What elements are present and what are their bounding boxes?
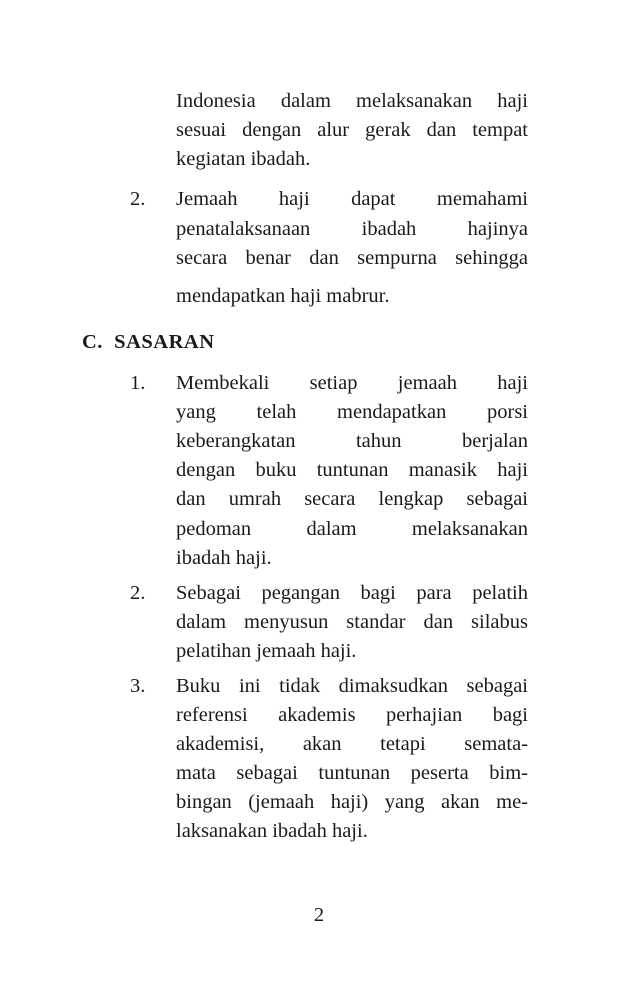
tujuan-item-2-line-4: mendapatkan haji mabrur. <box>176 285 390 307</box>
sasaran-item-2-line-3: pelatihan jemaah haji. <box>176 640 357 662</box>
section-c-heading: C. SASARAN <box>82 331 215 353</box>
sasaran-item-2-number: 2. <box>130 582 146 604</box>
sasaran-item-3-line-3: akademisi, akan tetapi semata- <box>176 733 528 755</box>
sasaran-item-3-line-4: mata sebagai tuntunan peserta bim- <box>176 762 528 784</box>
sasaran-item-1-line-2: yang telah mendapatkan porsi <box>176 401 528 423</box>
sasaran-item-1-line-7: ibadah haji. <box>176 547 272 569</box>
sasaran-item-3-line-2: referensi akademis perhajian bagi <box>176 704 528 726</box>
sasaran-item-1-line-1: Membekali setiap jemaah haji <box>176 372 528 394</box>
sasaran-item-3-line-6: laksanakan ibadah haji. <box>176 820 368 842</box>
sasaran-item-1-number: 1. <box>130 372 146 394</box>
tujuan-item-2-line-2: penatalaksanaan ibadah hajinya <box>176 218 528 240</box>
sasaran-item-1-line-5: dan umrah secara lengkap sebagai <box>176 488 528 510</box>
sasaran-item-3-line-5: bingan (jemaah haji) yang akan me- <box>176 791 528 813</box>
intro-line-1: Indonesia dalam melaksanakan haji <box>176 90 528 112</box>
intro-line-2: sesuai dengan alur gerak dan tempat <box>176 119 528 141</box>
tujuan-item-2-line-3: secara benar dan sempurna sehingga <box>176 247 528 269</box>
sasaran-item-2-line-1: Sebagai pegangan bagi para pelatih <box>176 582 528 604</box>
intro-line-3: kegiatan ibadah. <box>176 148 311 170</box>
sasaran-item-2-line-2: dalam menyusun standar dan silabus <box>176 611 528 633</box>
tujuan-item-2-line-1: Jemaah haji dapat memahami <box>176 188 528 210</box>
sasaran-item-3-line-1: Buku ini tidak dimaksudkan sebagai <box>176 675 528 697</box>
sasaran-item-1-line-6: pedoman dalam melaksanakan <box>176 518 528 540</box>
page-number: 2 <box>313 904 325 926</box>
sasaran-item-3-number: 3. <box>130 675 146 697</box>
tujuan-item-2-number: 2. <box>130 188 146 210</box>
sasaran-item-1-line-3: keberangkatan tahun berjalan <box>176 430 528 452</box>
sasaran-item-1-line-4: dengan buku tuntunan manasik haji <box>176 459 528 481</box>
